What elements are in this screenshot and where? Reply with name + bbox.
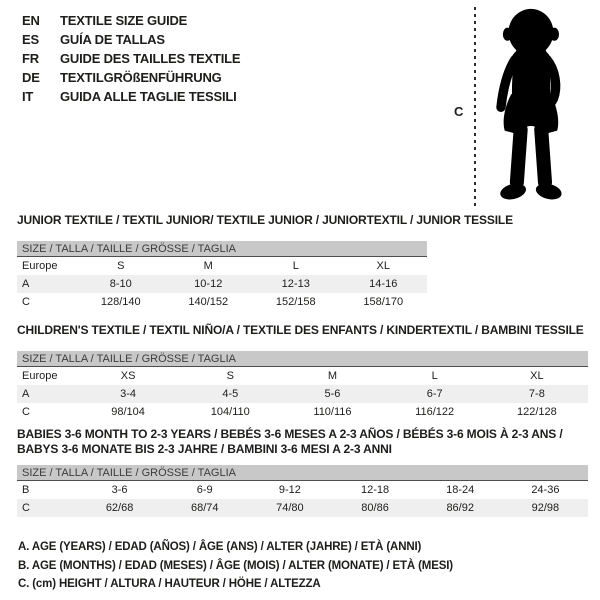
value-cell: 158/170	[363, 296, 404, 308]
language-guide-title: TEXTILGRÖßENFÜHRUNG	[60, 70, 222, 85]
value-cell: S	[226, 370, 234, 382]
table-row	[17, 367, 588, 385]
value-cell: 12-18	[360, 484, 390, 496]
value-cell: 3-4	[120, 388, 137, 400]
language-guide-title: GUIDE DES TAILLES TEXTILE	[60, 51, 241, 66]
size-table	[17, 367, 588, 421]
value-cell: 7-8	[528, 388, 545, 400]
language-guide-title: TEXTILE SIZE GUIDE	[60, 13, 188, 28]
size-table-section	[17, 323, 588, 421]
row-label-cell: A	[22, 278, 30, 290]
row-label-cell: A	[22, 388, 30, 400]
size-table-section	[17, 213, 588, 311]
language-code: DE	[22, 70, 40, 85]
row-label-cell: C	[22, 502, 30, 514]
value-cell: 18-24	[446, 484, 475, 496]
value-cell: M	[203, 260, 213, 272]
table-size-header: SIZE / TALLA / TAILLE / GRÖSSE / TAGLIA	[17, 351, 588, 367]
language-row	[22, 49, 240, 68]
value-cell: XL	[530, 370, 544, 382]
footnote-line: A. AGE (YEARS) / EDAD (AÑOS) / ÂGE (ANS) / ALTER (JAHRE) / ETÀ (ANNI)	[18, 541, 422, 553]
size-tables-area	[17, 213, 588, 529]
value-cell: 6-7	[426, 388, 443, 400]
value-cell: 86/92	[446, 502, 474, 514]
language-row	[22, 11, 240, 30]
value-cell: 5-6	[324, 388, 341, 400]
value-cell: 9-12	[278, 484, 301, 496]
row-label-cell: Europe	[22, 370, 58, 382]
value-cell: 24-36	[531, 484, 560, 496]
value-cell: 128/140	[100, 296, 141, 308]
language-title-block	[22, 11, 240, 106]
value-cell: XS	[120, 370, 136, 382]
size-table	[17, 481, 588, 517]
value-cell: 104/110	[210, 406, 250, 418]
value-cell: M	[327, 370, 338, 382]
table-title	[17, 323, 588, 338]
value-cell: 116/122	[415, 406, 455, 418]
value-cell: 10-12	[194, 278, 223, 290]
value-cell: 98/104	[111, 406, 145, 418]
table-title-line: JUNIOR TEXTILE / TEXTIL JUNIOR/ TEXTILE JUNIOR / JUNIORTEXTIL / JUNIOR TESSILE	[17, 213, 513, 227]
language-row	[22, 68, 240, 87]
table-row	[17, 275, 427, 293]
value-cell: S	[117, 260, 125, 272]
table-row	[17, 293, 427, 311]
value-cell: 6-9	[196, 484, 213, 496]
table-title-line: BABYS 3-6 MONATE BIS 2-3 JAHRE / BAMBINI 3-6 MESI A 2-3 ANNI	[17, 442, 392, 456]
value-cell: 68/74	[190, 502, 219, 514]
table-row	[17, 481, 588, 499]
row-label-cell: C	[22, 406, 30, 418]
footnote-line: B. AGE (MONTHS) / EDAD (MESES) / ÂGE (MOIS) / ALTER (MONATE) / ETÀ (MESI)	[18, 559, 453, 572]
language-code: FR	[22, 51, 39, 66]
value-cell: 12-13	[281, 278, 310, 290]
table-row	[17, 403, 588, 421]
value-cell: 80/86	[361, 502, 389, 514]
row-label-cell: B	[22, 484, 30, 496]
value-cell: 92/98	[531, 502, 560, 514]
language-code: ES	[22, 32, 39, 47]
height-measure-dotted-line	[474, 7, 476, 210]
row-label-cell: Europe	[22, 260, 58, 272]
language-row	[22, 30, 240, 49]
value-cell: 3-6	[111, 484, 128, 496]
value-cell: L	[431, 370, 438, 382]
language-code: IT	[22, 89, 34, 104]
language-guide-title: GUÍA DE TALLAS	[60, 32, 165, 47]
footnotes-block	[18, 538, 453, 594]
value-cell: 140/152	[188, 296, 229, 308]
value-cell: 14-16	[369, 278, 398, 290]
footnote-line: C. (cm) HEIGHT / ALTURA / HAUTEUR / HÖHE / ALTEZZA	[18, 578, 321, 590]
table-title	[17, 427, 588, 457]
value-cell: 4-5	[222, 388, 239, 400]
value-cell: L	[292, 260, 299, 272]
value-cell: 152/158	[275, 296, 316, 308]
table-size-header: SIZE / TALLA / TAILLE / GRÖSSE / TAGLIA	[17, 241, 427, 257]
table-row	[17, 499, 588, 517]
value-cell: 122/128	[516, 406, 557, 418]
language-code: EN	[22, 13, 40, 28]
table-row	[17, 257, 427, 275]
height-measure-label: C	[454, 104, 464, 119]
size-table-section	[17, 427, 588, 517]
value-cell: 74/80	[276, 502, 304, 514]
table-title-line: BABIES 3-6 MONTH TO 2-3 YEARS / BEBÉS 3-6 MESES A 2-3 AÑOS / BÉBÉS 3-6 MOIS À 2-3 ANS /	[17, 427, 563, 441]
table-title-line: CHILDREN'S TEXTILE / TEXTIL NIÑO/A / TEXTILE DES ENFANTS / KINDERTEXTIL / BAMBINI TESSILE	[17, 323, 584, 337]
table-row	[17, 385, 588, 403]
value-cell: 8-10	[109, 278, 132, 290]
value-cell: 110/116	[313, 406, 352, 418]
size-table	[17, 257, 427, 311]
table-size-header: SIZE / TALLA / TAILLE / GRÖSSE / TAGLIA	[17, 465, 588, 481]
language-row	[22, 87, 240, 106]
size-figure	[452, 4, 584, 216]
baby-silhouette-icon	[480, 8, 580, 214]
language-guide-title: GUIDA ALLE TAGLIE TESSILI	[60, 89, 237, 104]
value-cell: 62/68	[105, 502, 134, 514]
row-label-cell: C	[22, 296, 30, 308]
table-title	[17, 213, 588, 228]
value-cell: XL	[376, 260, 390, 272]
